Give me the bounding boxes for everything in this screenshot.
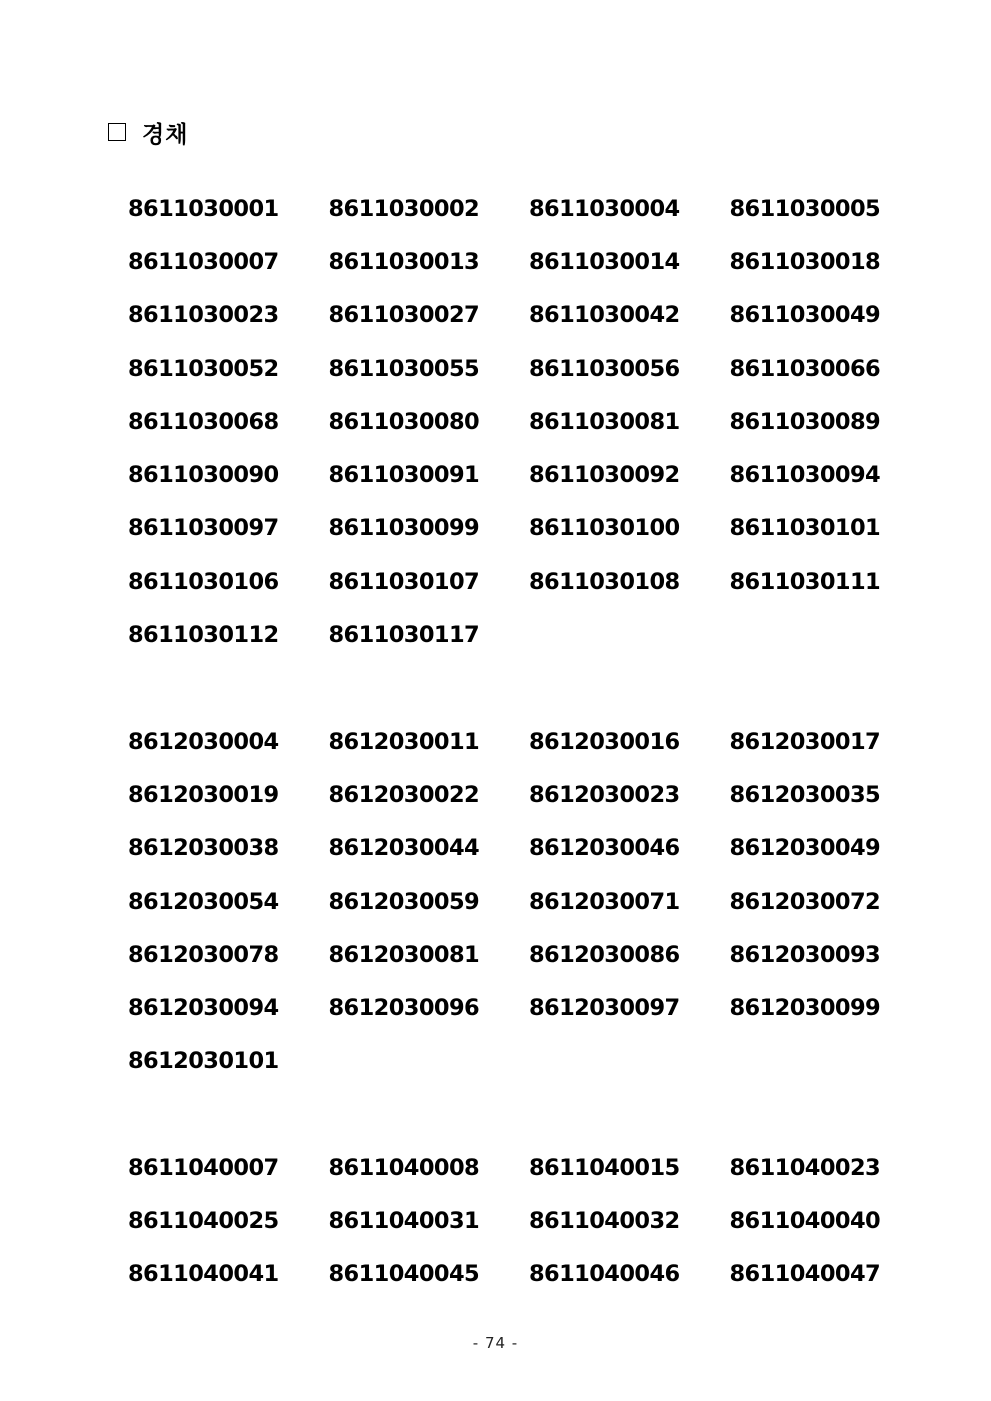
applicant-number: 8612030078 bbox=[128, 941, 279, 968]
number-row bbox=[128, 235, 930, 288]
applicant-number: 8611030090 bbox=[128, 462, 279, 489]
number-row bbox=[128, 448, 930, 501]
applicant-number: 8612030059 bbox=[328, 888, 480, 915]
applicant-number: 8612030023 bbox=[529, 781, 680, 808]
applicant-number: 8611040031 bbox=[328, 1207, 480, 1234]
applicant-number: 8612030054 bbox=[128, 888, 279, 915]
number-row bbox=[128, 981, 930, 1034]
applicant-number: 8612030038 bbox=[128, 835, 279, 862]
applicant-number: 8611040032 bbox=[529, 1207, 680, 1234]
applicant-number: 8611030081 bbox=[529, 408, 680, 435]
number-row bbox=[128, 1141, 930, 1194]
applicant-number: 8611030055 bbox=[328, 355, 480, 382]
number-row bbox=[128, 182, 930, 235]
applicant-number: 8612030049 bbox=[729, 835, 881, 862]
applicant-number: 8612030094 bbox=[128, 995, 279, 1022]
applicant-number: 8611030101 bbox=[729, 515, 881, 542]
applicant-number: 8612030071 bbox=[529, 888, 680, 915]
number-row bbox=[128, 875, 930, 928]
applicant-number: 8611030092 bbox=[529, 462, 680, 489]
applicant-number: 8612030017 bbox=[729, 728, 881, 755]
applicant-number: 8611030013 bbox=[328, 248, 480, 275]
number-group-1 bbox=[128, 182, 930, 662]
number-row bbox=[128, 608, 930, 661]
applicant-number: 8612030016 bbox=[529, 728, 680, 755]
section-heading bbox=[108, 114, 188, 150]
applicant-number: 8611030027 bbox=[328, 302, 480, 329]
applicant-number: 8612030022 bbox=[328, 781, 480, 808]
applicant-number: 8612030019 bbox=[128, 781, 279, 808]
applicant-number: 8611040040 bbox=[729, 1207, 881, 1234]
number-row bbox=[128, 768, 930, 821]
applicant-number: 8611040041 bbox=[128, 1261, 279, 1288]
applicant-number: 8611030112 bbox=[128, 622, 279, 649]
number-row bbox=[128, 289, 930, 342]
applicant-number: 8611040015 bbox=[529, 1154, 680, 1181]
number-row bbox=[128, 715, 930, 768]
applicant-number: 8611030018 bbox=[729, 248, 881, 275]
applicant-number: 8611030066 bbox=[729, 355, 881, 382]
number-row bbox=[128, 928, 930, 981]
applicant-number: 8612030072 bbox=[729, 888, 881, 915]
applicant-number: 8611030089 bbox=[729, 408, 881, 435]
applicant-number: 8611030014 bbox=[529, 248, 680, 275]
applicant-number: 8612030099 bbox=[729, 995, 881, 1022]
applicant-number: 8611030007 bbox=[128, 248, 279, 275]
applicant-number: 8611040025 bbox=[128, 1207, 279, 1234]
applicant-number: 8611030002 bbox=[328, 195, 480, 222]
applicant-number: 8612030081 bbox=[328, 941, 480, 968]
applicant-number: 8611030094 bbox=[729, 462, 881, 489]
applicant-number: 8611030108 bbox=[529, 568, 680, 595]
applicant-number: 8611030111 bbox=[729, 568, 881, 595]
section-title: 경채 bbox=[142, 121, 189, 148]
applicant-number: 8611030004 bbox=[529, 195, 680, 222]
number-row bbox=[128, 395, 930, 448]
applicant-number: 8612030004 bbox=[128, 728, 279, 755]
applicant-number: 8611030001 bbox=[128, 195, 279, 222]
applicant-number: 8611040045 bbox=[328, 1261, 480, 1288]
applicant-number: 8611030023 bbox=[128, 302, 279, 329]
number-row bbox=[128, 342, 930, 395]
number-row bbox=[128, 1035, 930, 1088]
checkbox-icon bbox=[108, 123, 126, 141]
applicant-number: 8611040007 bbox=[128, 1154, 279, 1181]
applicant-number: 8612030044 bbox=[328, 835, 480, 862]
page-number: - 74 - bbox=[472, 1334, 519, 1352]
number-group-2 bbox=[128, 715, 930, 1088]
applicant-number: 8611030100 bbox=[529, 515, 680, 542]
applicant-number: 8612030046 bbox=[529, 835, 680, 862]
applicant-number: 8611040008 bbox=[328, 1154, 480, 1181]
applicant-number: 8611030097 bbox=[128, 515, 279, 542]
number-row bbox=[128, 1248, 930, 1301]
applicant-number: 8612030011 bbox=[328, 728, 480, 755]
applicant-number: 8611030091 bbox=[328, 462, 480, 489]
applicant-number: 8611030080 bbox=[328, 408, 480, 435]
number-row bbox=[128, 822, 930, 875]
applicant-number: 8612030097 bbox=[529, 995, 680, 1022]
applicant-number: 8611030042 bbox=[529, 302, 680, 329]
applicant-number: 8611030107 bbox=[328, 568, 480, 595]
applicant-number: 8612030093 bbox=[729, 941, 881, 968]
number-row bbox=[128, 555, 930, 608]
number-group-3 bbox=[128, 1141, 930, 1301]
applicant-number: 8611030117 bbox=[328, 622, 480, 649]
applicant-number: 8611030056 bbox=[529, 355, 680, 382]
number-row bbox=[128, 502, 930, 555]
applicant-number: 8611030068 bbox=[128, 408, 279, 435]
applicant-number: 8611040047 bbox=[729, 1261, 881, 1288]
applicant-number: 8611030049 bbox=[729, 302, 881, 329]
applicant-number: 8612030086 bbox=[529, 941, 680, 968]
applicant-number: 8611030099 bbox=[328, 515, 480, 542]
applicant-number: 8611030052 bbox=[128, 355, 279, 382]
applicant-number: 8611040023 bbox=[729, 1154, 881, 1181]
number-row bbox=[128, 1194, 930, 1247]
applicant-number: 8612030035 bbox=[729, 781, 881, 808]
applicant-number: 8612030096 bbox=[328, 995, 480, 1022]
applicant-number: 8611030005 bbox=[729, 195, 881, 222]
applicant-number: 8611040046 bbox=[529, 1261, 680, 1288]
applicant-number: 8612030101 bbox=[128, 1048, 279, 1075]
applicant-number: 8611030106 bbox=[128, 568, 279, 595]
